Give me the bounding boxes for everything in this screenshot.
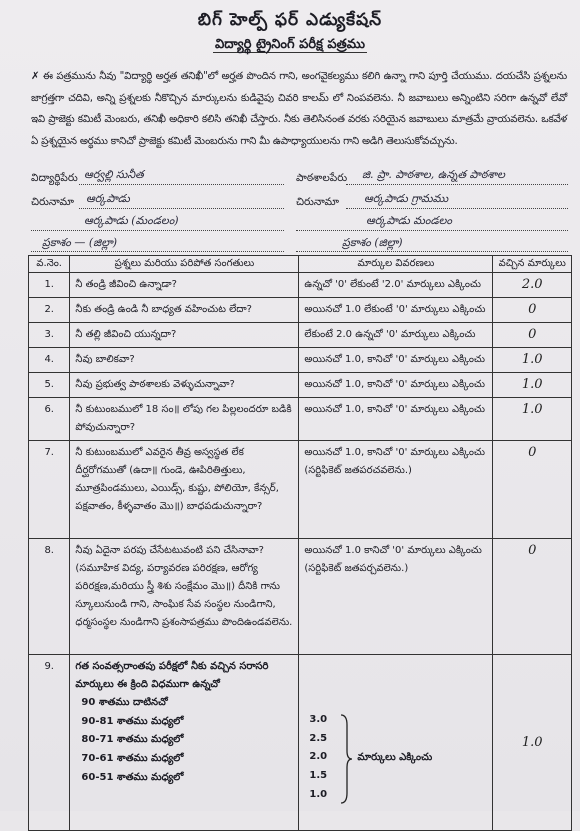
table-row bbox=[29, 539, 572, 655]
row-no: 1. bbox=[29, 273, 70, 298]
table-row bbox=[29, 348, 572, 373]
grade-band: 60-51 శాతము మధ్యలో bbox=[81, 771, 184, 783]
row-question: నీ తండ్రి జీవించి ఉన్నాడా? bbox=[70, 273, 299, 298]
row-rule: ఉన్నచో '0' లేకుంటే '2.0' మార్కులు ఎక్కించు bbox=[299, 273, 493, 298]
row-question: నీ తల్లి జీవించి యున్నదా? bbox=[70, 323, 299, 348]
student-name-value: ఆర్వల్లి సునీత bbox=[84, 168, 144, 181]
row-mark: 0 bbox=[493, 539, 572, 655]
school-address-line bbox=[346, 208, 568, 209]
row-no: 9. bbox=[29, 655, 70, 831]
row-no: 7. bbox=[29, 441, 70, 539]
school-name-label: పాఠశాలపేరు bbox=[296, 172, 348, 184]
grade-value: 2.5 bbox=[309, 732, 328, 744]
school-address-label: చిరునామా bbox=[296, 196, 339, 208]
row-mark: 0 bbox=[493, 323, 572, 348]
org-title: బిగ్ హెల్ప్ ఫర్ ఎడ్యుకేషన్ bbox=[197, 10, 383, 30]
row-mark: 0 bbox=[493, 441, 572, 539]
school-address-value: ఆర్కపాడు గ్రామము bbox=[364, 192, 449, 205]
table-row bbox=[29, 273, 572, 298]
grade-value: 2.0 bbox=[309, 751, 328, 763]
row-rule: లేకుంటే 2.0 ఉన్నచో '0' మార్కులు ఎక్కించు bbox=[299, 323, 493, 348]
brace-icon bbox=[337, 713, 353, 805]
row-question: నీ కుటుంబములో 18 సం॥ లోపు గల పిల్లలందరూ బడికి పోవుచున్నారా? bbox=[70, 398, 299, 441]
table-row bbox=[29, 323, 572, 348]
table-row bbox=[29, 655, 572, 831]
row-no: 2. bbox=[29, 298, 70, 323]
student-name-label: విద్యార్థిపేరు bbox=[31, 172, 78, 184]
row-rule: అయినచో 1.0, కానిచో '0' మార్కులు ఎక్కించు bbox=[299, 373, 493, 398]
row-question: నీ కుటుంబములో ఎవరైన తీవ్ర అస్వస్థత లేక దీర్ఘరోగముతో (ఉదా॥ గుండె, ఊపిరితిత్తులు, మూత్రపిండములు, ఎయిడ్స్, కుష్టు, పోలియో, కేన్సర్, పక్షవాతం, కీళ్ళవాతం మొ॥) బాధపడుచున్నారా? bbox=[70, 441, 299, 539]
school-name-line bbox=[346, 184, 568, 185]
row-question bbox=[70, 655, 299, 831]
address-label: చిరునామా bbox=[31, 196, 74, 208]
row-rule: అయినచో 1.0, కానిచో '0' మార్కులు ఎక్కించు bbox=[299, 348, 493, 373]
school-address-line-3 bbox=[296, 251, 568, 252]
row-no: 6. bbox=[29, 398, 70, 441]
grade-bands bbox=[75, 694, 293, 788]
address-line-2 bbox=[31, 230, 284, 231]
table-row bbox=[29, 373, 572, 398]
grade-band: 90-81 శాతము మధ్యలో bbox=[81, 715, 184, 727]
address-value-2: ఆర్కపాడు (మండలం) bbox=[84, 214, 179, 227]
row-rule: అయినచో 1.0, కానిచో '0' మార్కులు ఎక్కించు bbox=[299, 398, 493, 441]
row-no: 3. bbox=[29, 323, 70, 348]
form-title: విద్యార్థి ట్రైనింగ్ పరీక్ష పత్రము bbox=[215, 37, 365, 52]
row-question: నీకు తండ్రి ఉండి నీ బాధ్యత వహించుట లేదా? bbox=[70, 298, 299, 323]
school-address-value-2: ఆర్కపాడు మండలం bbox=[366, 214, 452, 227]
grade-value: 1.0 bbox=[309, 788, 328, 800]
row-question: నీవు బాలికవా? bbox=[70, 348, 299, 373]
questionnaire-table bbox=[28, 255, 572, 831]
row-mark: 1.0 bbox=[493, 655, 572, 831]
row-no: 5. bbox=[29, 373, 70, 398]
row-mark: 0 bbox=[493, 298, 572, 323]
col-header-no: వ.నెం. bbox=[29, 256, 70, 273]
row-rule bbox=[299, 655, 493, 831]
col-header-question: ప్రశ్నలు మరియు పరిపోత సంగతులు bbox=[70, 256, 299, 273]
instructions-paragraph: ✗ ఈ పత్రమును నీవు "విద్యార్థి అర్హత తనిఖీ"లో అర్హత పొందిన గాని, అంగవైకల్యము కలిగి ఉన్నా గాని పూర్తి చేయుము. దయచేసి ప్రశ్నలను జాగ్రత్తగా చదివి, అన్ని ప్రశ్నలకు నీకొచ్చిన మార్కులను కుడివైపు చివరి కాలమ్ లో నింపవలెను. నీ జవాబులు అన్నింటిని సరిగా ఉన్నవో లేవో ఇవి ప్రాజెక్టు కమిటీ మెంబరు, తనిఖీ అధికారి కలిసి తనిఖీ చేస్తారు. నీకు తెలిసినంత వరకు సరియైన జవాబులు మాత్రమే వ్రాయవలెను. ఒకవేళ ఏ ప్రశ్నయైన అర్థము కానిచో ప్రాజెక్టు కమిటీ మెంబరును గాని మీ ఉపాధ్యాయులను గాని అడిగి తెలుసుకోవచ్చును. bbox=[31, 71, 567, 147]
row-mark: 2.0 bbox=[493, 273, 572, 298]
row-mark: 1.0 bbox=[493, 373, 572, 398]
grade-band: 90 శాతము దాటినచో bbox=[81, 697, 168, 708]
grade-values bbox=[309, 711, 327, 805]
school-address-line-2 bbox=[296, 230, 568, 231]
row-no: 8. bbox=[29, 539, 70, 655]
row-question: నీవు ప్రభుత్వ పాఠశాలకు వెళ్ళుచున్నావా? bbox=[70, 373, 299, 398]
table-row bbox=[29, 398, 572, 441]
school-address-value-3: ప్రకాశం (జిల్లా) bbox=[342, 236, 403, 249]
student-name-line bbox=[79, 184, 284, 185]
address-value: ఆర్కపాడు bbox=[86, 192, 130, 205]
grade-value: 1.5 bbox=[309, 770, 328, 782]
row-no: 4. bbox=[29, 348, 70, 373]
row-question: నీవు ఏదైనా పరపు చేసేటటువంటి పని చేసినావా? (సమూహిక విద్య, పర్యావరణ పరిరక్షణ, ఆరోగ్య పరిరక్షణ,మరియు స్త్రీ శిశు సంక్షేమం మొ॥) దీనికి గాను స్కూలునుండి గాని, సాంఘిక సేవ సంస్థల నుండిగాని, ధర్మసంస్థల నుండిగాని ప్రశంసాపత్రము పొందిఉండవలెను. bbox=[70, 539, 299, 655]
row-mark: 1.0 bbox=[493, 398, 572, 441]
row-rule: అయినచో 1.0 లేకుంటే '0' మార్కులు ఎక్కించు bbox=[299, 298, 493, 323]
grade-value: 3.0 bbox=[309, 714, 328, 725]
grade-band: 80-71 శాతము మధ్యలో bbox=[81, 734, 184, 746]
table-row bbox=[29, 441, 572, 539]
school-name-value: జి. ప్రా. పాఠశాల, ఉన్నత పాఠశాల bbox=[362, 168, 505, 181]
row-mark: 1.0 bbox=[493, 348, 572, 373]
grade-intro: గత సంవత్సరాంతపు పరీక్షలో నీకు వచ్చిన సరాసరి మార్కులు ఈ క్రింది విధముగా ఉన్నచో bbox=[75, 661, 269, 690]
address-line bbox=[79, 208, 284, 209]
table-row bbox=[29, 298, 572, 323]
address-value-3: ప్రకాశం — (జిల్లా) bbox=[42, 236, 118, 249]
col-header-marks: వచ్చిన మార్కులు bbox=[493, 256, 572, 273]
grade-band: 70-61 శాతము మధ్యలో bbox=[81, 753, 184, 765]
grade-rule-text: మార్కులు ఎక్కించు bbox=[357, 752, 433, 763]
col-header-rule: మార్కుల వివరణలు bbox=[299, 256, 493, 273]
row-rule: అయినచో 1.0, కానిచో '0' మార్కులు ఎక్కించు (సర్టిఫికెట్ జతపరచవలెను.) bbox=[299, 441, 493, 539]
table-header-row bbox=[29, 256, 572, 273]
row-rule: అయినచో 1.0 కానిచో '0' మార్కులు ఎక్కించు (సర్టిఫికెట్ జతపర్చవలెను.) bbox=[299, 539, 493, 655]
